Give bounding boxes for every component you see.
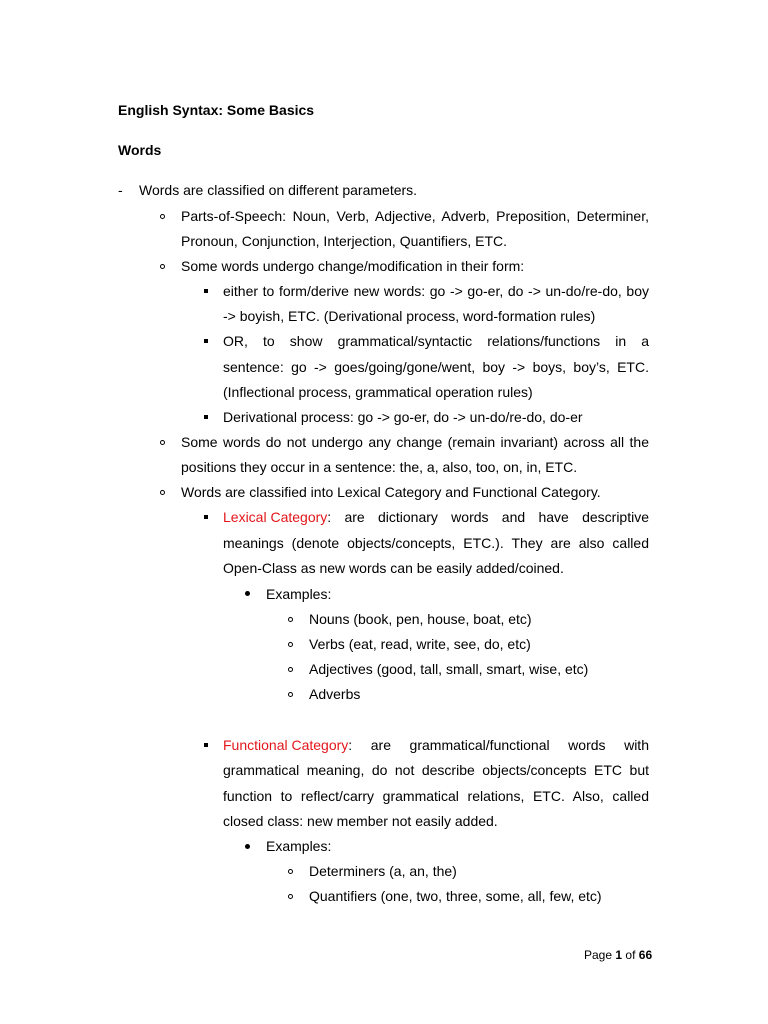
example-item: Determiners (a, an, the): [309, 863, 457, 879]
circle-bullet: [288, 894, 293, 899]
example-item: Quantifiers (one, two, three, some, all, few, etc): [309, 888, 602, 904]
examples-label: Examples:: [266, 586, 332, 602]
section-heading: Words: [118, 142, 162, 158]
example-item: Verbs (eat, read, write, see, do, etc): [309, 636, 531, 652]
square-bullet: [204, 289, 208, 293]
square-bullet: [204, 515, 208, 519]
list-item-continuation: closed class: new member not easily added.: [223, 813, 498, 829]
example-item: Nouns (book, pen, house, boat, etc): [309, 611, 532, 627]
page-footer: [584, 947, 652, 963]
list-item: [223, 736, 649, 754]
list-item: Derivational process: go -> go-er, do -> un-do/re-do, do-er: [223, 409, 583, 425]
list-item: Words are classified on different parameters.: [139, 182, 418, 198]
list-item-continuation: function to reflect/carry grammatical relations, ETC. Also, called: [223, 788, 649, 804]
list-item-continuation: meanings (denote objects/concepts, ETC.). They are also called: [223, 535, 649, 551]
circle-bullet: [288, 642, 293, 647]
functional-category-term: Functional Category: [223, 737, 349, 753]
functional-definition: : are grammatical/functional words with: [348, 737, 649, 753]
list-item-continuation: (Inflectional process, grammatical operation rules): [223, 384, 533, 400]
list-item: Some words do not undergo any change (remain invariant) across all the: [181, 434, 649, 450]
circle-bullet: [288, 869, 293, 874]
list-item-continuation: sentence: go -> goes/going/gone/went, boy -> boys, boy’s, ETC.: [223, 359, 649, 375]
list-item-continuation: Pronoun, Conjunction, Interjection, Quantifiers, ETC.: [181, 233, 508, 249]
lexical-definition: : are dictionary words and have descriptive: [327, 509, 649, 525]
round-bullet: [245, 591, 250, 596]
example-item: Adjectives (good, tall, small, smart, wise, etc): [309, 661, 589, 677]
square-bullet: [204, 339, 208, 343]
total-pages: 66: [638, 948, 653, 962]
list-item: Some words undergo change/modification in their form:: [181, 258, 525, 274]
list-item: OR, to show grammatical/syntactic relations/functions in a: [223, 333, 649, 349]
circle-bullet: [160, 264, 165, 269]
square-bullet: [204, 415, 208, 419]
example-item: Adverbs: [309, 686, 361, 702]
circle-bullet: [160, 490, 165, 495]
lexical-category-term: Lexical Category: [223, 509, 328, 525]
list-item: either to form/derive new words: go -> go-er, do -> un-do/re-do, boy: [223, 283, 649, 299]
circle-bullet: [288, 667, 293, 672]
list-item: Parts-of-Speech: Noun, Verb, Adjective, Adverb, Preposition, Determiner,: [181, 208, 649, 224]
list-item-continuation: Open-Class as new words can be easily added/coined.: [223, 560, 564, 576]
circle-bullet: [288, 617, 293, 622]
list-item: Words are classified into Lexical Category and Functional Category.: [181, 484, 601, 500]
round-bullet: [245, 844, 250, 849]
document-title: English Syntax: Some Basics: [118, 102, 315, 118]
dash-bullet: -: [118, 182, 123, 198]
circle-bullet: [288, 692, 293, 697]
circle-bullet: [160, 440, 165, 445]
list-item: [223, 508, 649, 526]
square-bullet: [204, 743, 208, 747]
examples-label: Examples:: [266, 838, 332, 854]
of-word: of: [625, 948, 636, 962]
list-item-continuation: -> boyish, ETC. (Derivational process, word-formation rules): [223, 308, 596, 324]
page-word: Page: [584, 948, 613, 962]
list-item-continuation: grammatical meaning, do not describe objects/concepts ETC but: [223, 762, 649, 778]
list-item-continuation: positions they occur in a sentence: the, a, also, too, on, in, ETC.: [181, 459, 578, 475]
page-number: 1: [615, 948, 623, 962]
circle-bullet: [160, 214, 165, 219]
